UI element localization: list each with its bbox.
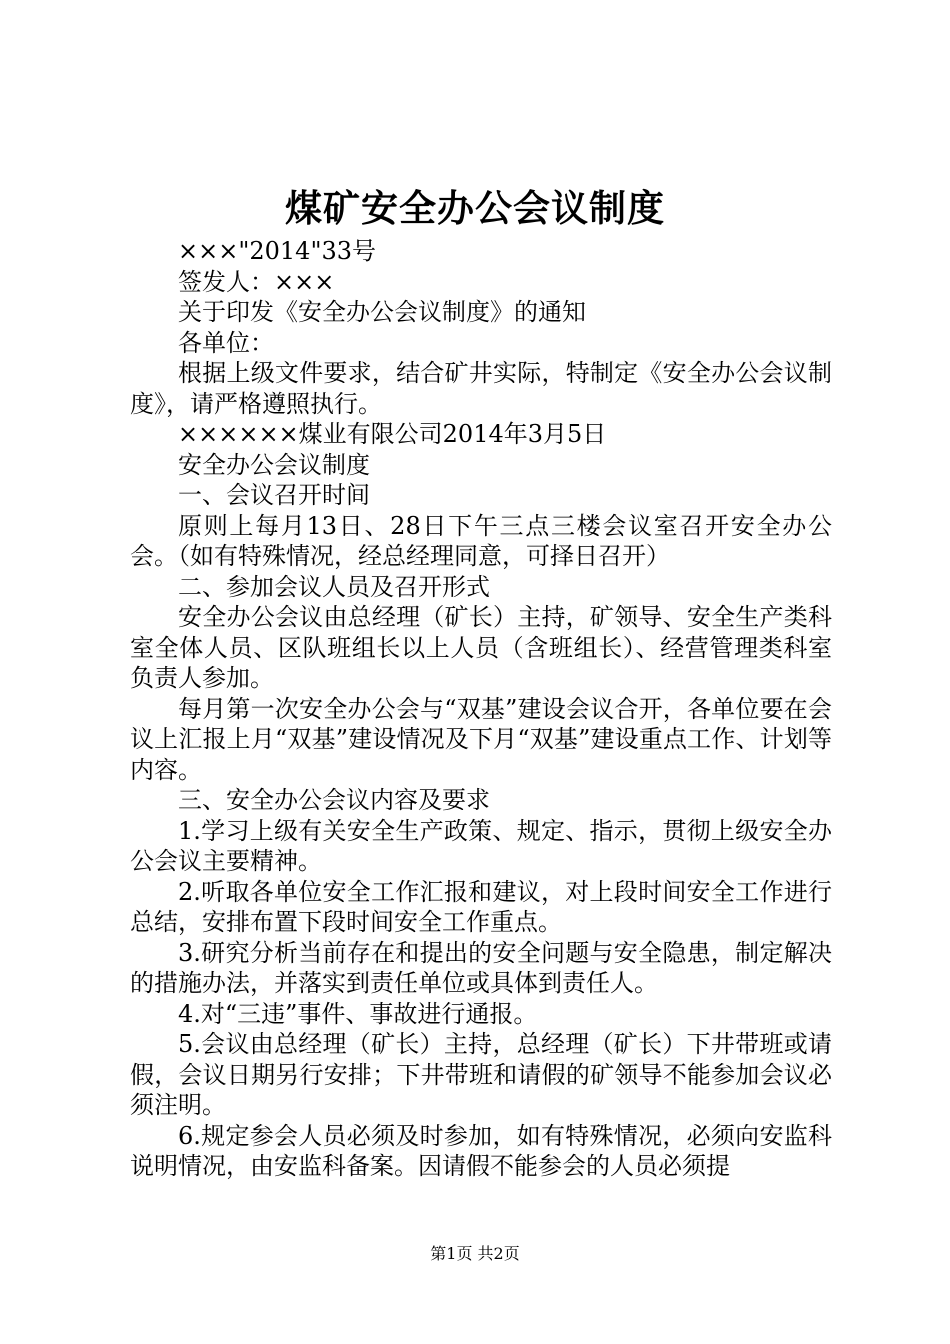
page-footer: 第1页 共2页 [430,1244,520,1263]
list-item: 6.规定参会人员必须及时参加，如有特殊情况，必须向安监科说明情况，由安监科备案。因请假不能参会的人员必须提 [130,1121,832,1180]
section-heading-1: 一、会议召开时间 [178,481,370,509]
paragraph: 原则上每月13日、28日下午三点三楼会议室召开安全办公会。（如有特殊情况，经总经理同意，可择日召开） [130,511,832,570]
signer-line: 签发人：××× [178,267,335,296]
paragraph: 每月第一次安全办公会与“双基”建设会议合开，各单位要在会议上汇报上月“双基”建设情况及下月“双基”建设重点工作、计划等内容。 [130,694,832,784]
regulation-heading: 安全办公会议制度 [178,450,370,479]
notice-body: 根据上级文件要求，结合矿井实际，特制定《安全办公会议制度》，请严格遵照执行。 [130,359,832,418]
list-item: 5.会议由总经理（矿长）主持，总经理（矿长）下井带班或请假，会议日期另行安排；下井带班和请假的矿领导不能参加会议必须注明。 [130,1030,832,1119]
list-item: 1.学习上级有关安全生产政策、规定、指示，贯彻上级安全办公会议主要精神。 [130,816,832,875]
section-heading-2: 二、参加会议人员及召开形式 [178,572,490,601]
notice-heading: 关于印发《安全办公会议制度》的通知 [178,298,586,326]
list-item: 2.听取各单位安全工作汇报和建议，对上段时间安全工作进行总结，安排布置下段时间安全工作重点。 [130,877,832,936]
document-body [130,236,832,1182]
issuer-date: ××××××煤业有限公司2014年3月5日 [178,420,607,448]
list-item: 3.研究分析当前存在和提出的安全问题与安全隐患，制定解决的措施办法，并落实到责任单位或具体到责任人。 [130,938,832,997]
salutation: 各单位： [178,328,274,357]
section-heading-3: 三、安全办公会议内容及要求 [178,786,490,814]
paragraph: 安全办公会议由总经理（矿长）主持，矿领导、安全生产类科室全体人员、区队班组长以上人员（含班组长）、经营管理类科室负责人参加。 [130,603,832,692]
list-item: 4.对“三违”事件、事故进行通报。 [178,999,538,1028]
document-title: 煤矿安全办公会议制度 [285,186,665,230]
doc-number: ×××"2014"33号 [178,237,377,265]
